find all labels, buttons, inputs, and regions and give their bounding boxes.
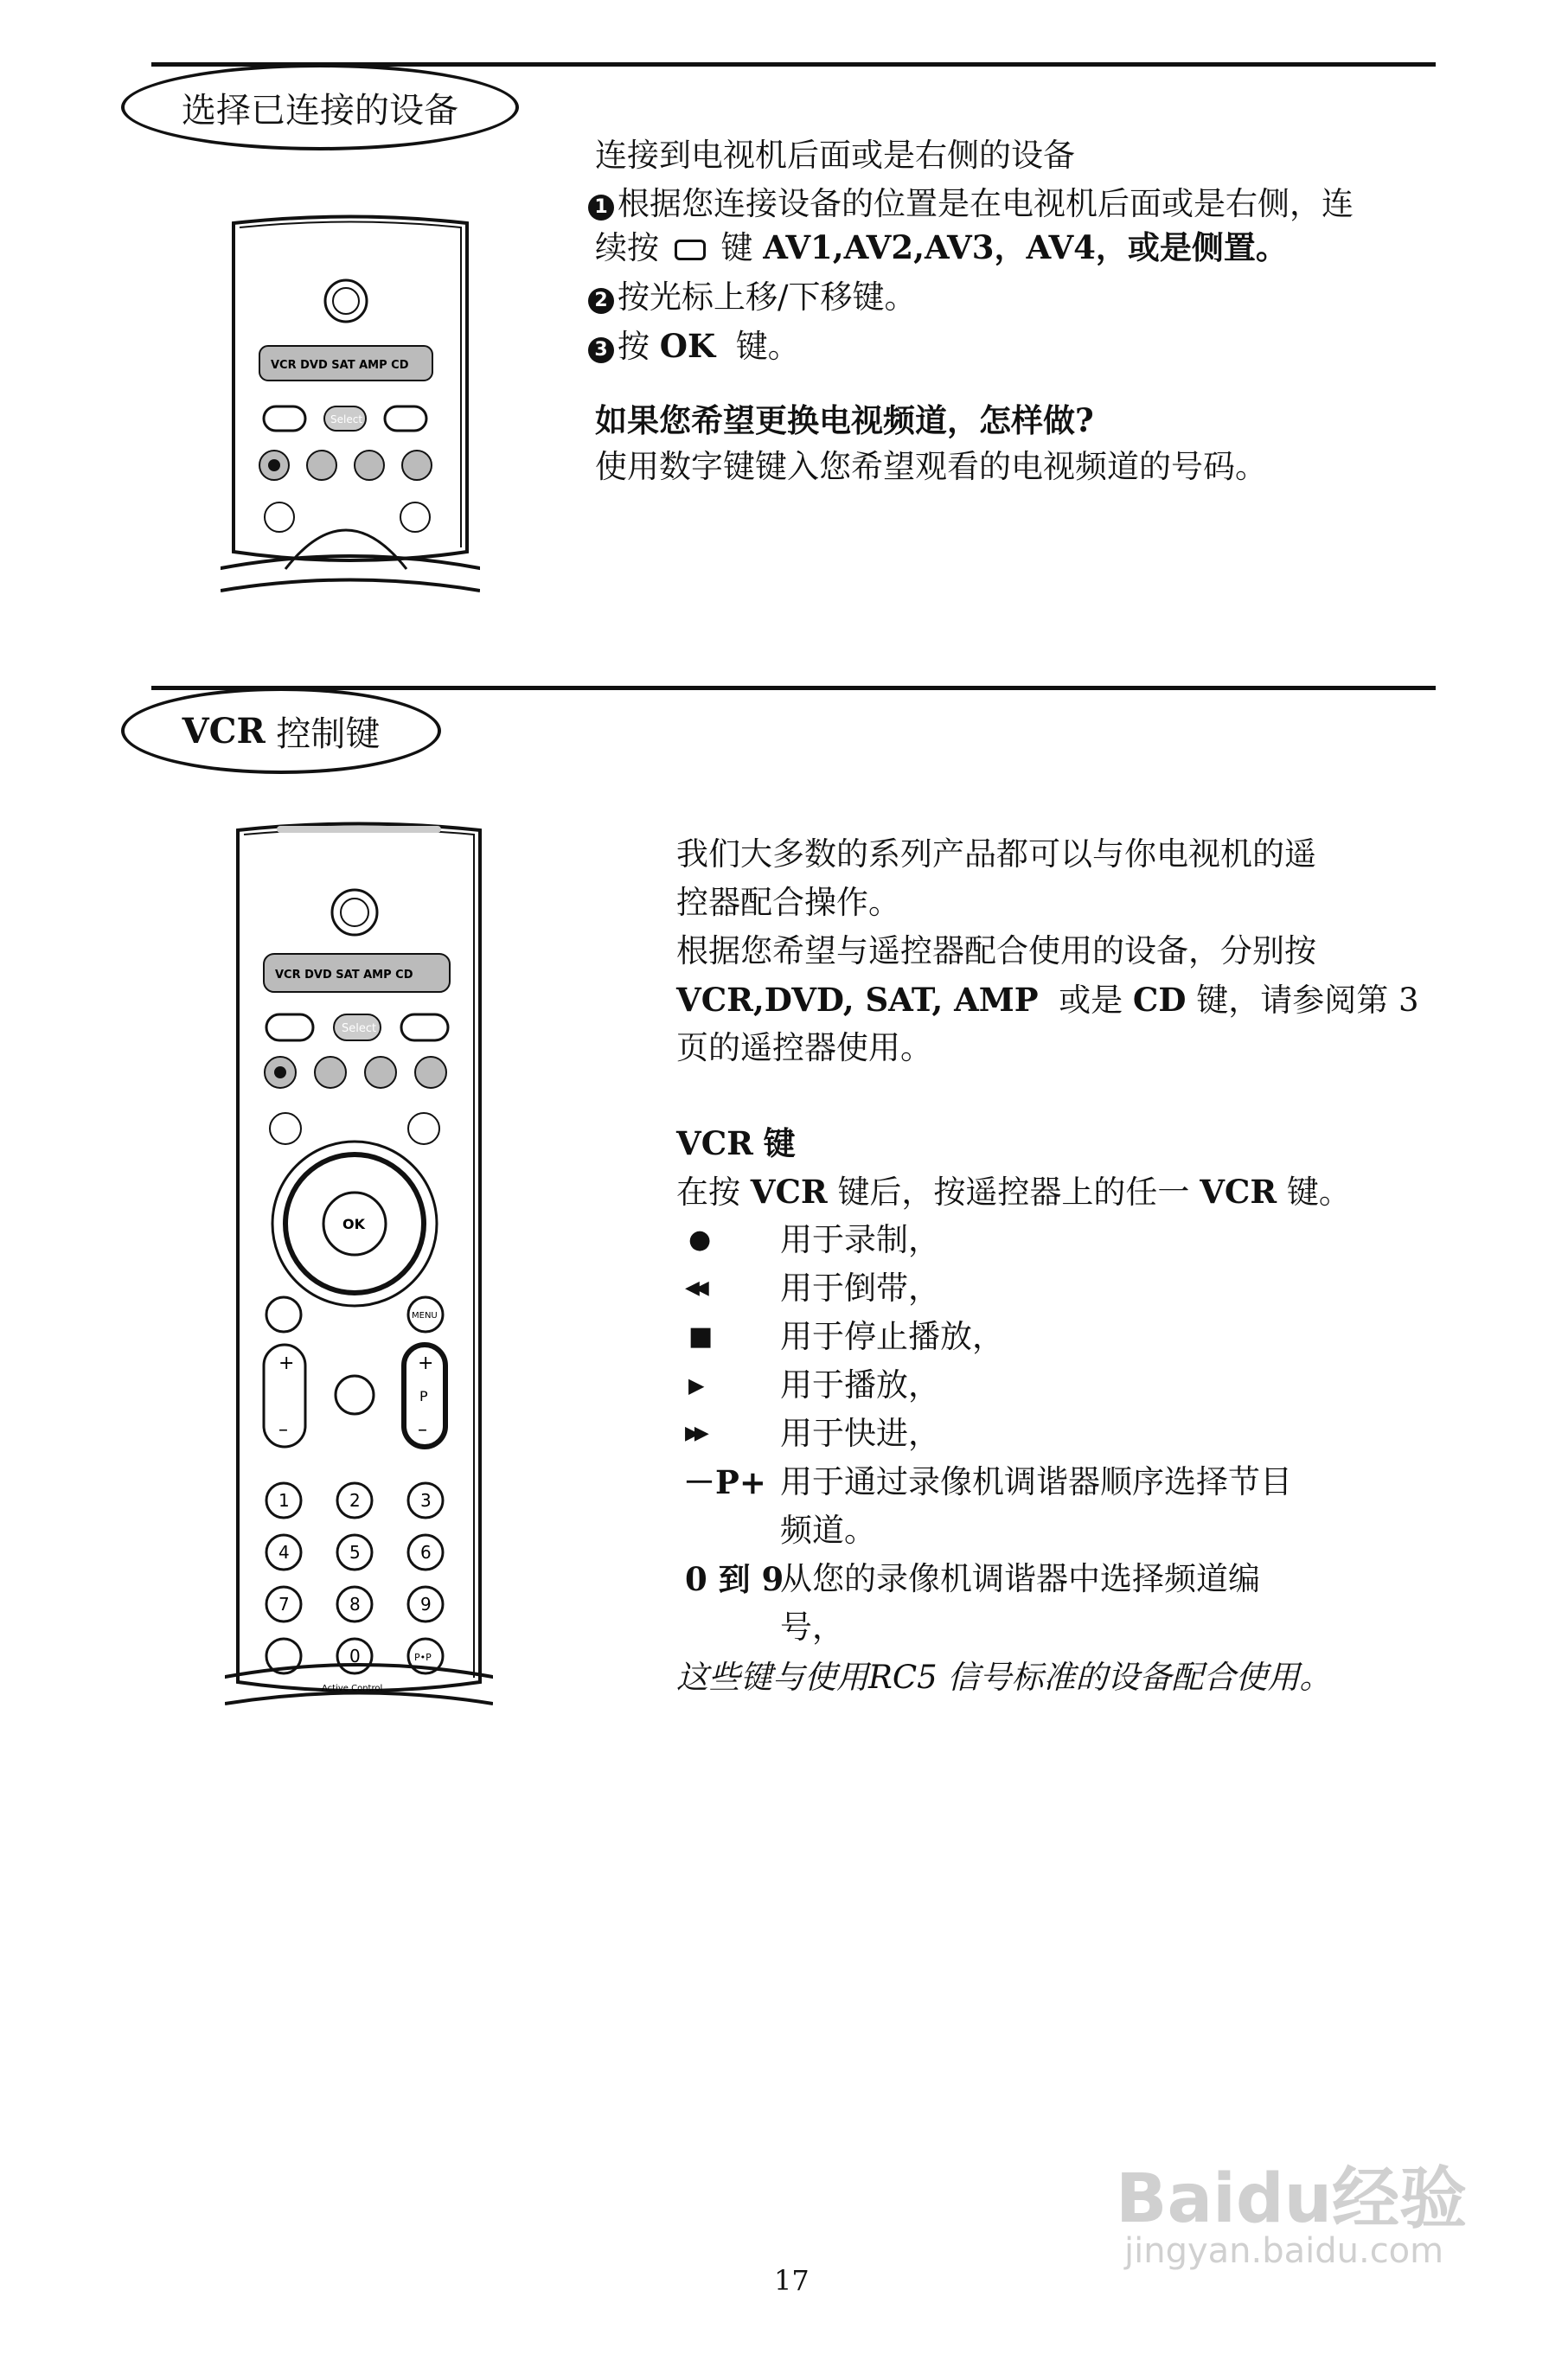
remote-digit-label: 0 bbox=[349, 1646, 361, 1666]
svg-text:Active Control: Active Control bbox=[322, 1684, 383, 1693]
list-item: 用于播放， bbox=[780, 1366, 940, 1404]
p-key-label: －P+ bbox=[683, 1463, 766, 1501]
step-1-line2: 续按 键 AV1,AV2,AV3，AV4，或是侧置。 bbox=[595, 228, 1288, 266]
digit-keys-label: 0 到 9 bbox=[685, 1560, 784, 1598]
question: 如果您希望更换电视频道，怎样做? bbox=[595, 401, 1094, 439]
p-key-text-1: 用于通过录像机调谐器顺序选择节目 bbox=[780, 1463, 1292, 1500]
step-2: 2 按光标上移/下移键。 bbox=[588, 273, 916, 322]
intro-line-1: 我们大多数的系列产品都可以与你电视机的遥 bbox=[676, 835, 1316, 873]
svg-text:OK: OK bbox=[342, 1216, 365, 1232]
remote-control-illustration bbox=[225, 817, 493, 1717]
list-item: 用于倒带， bbox=[780, 1270, 940, 1307]
section2-rule bbox=[151, 686, 1436, 690]
svg-text:–: – bbox=[278, 1419, 288, 1441]
remote-digit-label: 6 bbox=[420, 1542, 432, 1563]
section2-title: VCR 控制键 bbox=[121, 688, 441, 774]
remote-control-illustration-small bbox=[221, 206, 480, 612]
svg-text:VCR DVD SAT AMP CD: VCR DVD SAT AMP CD bbox=[275, 969, 413, 982]
remote-digit-label: 9 bbox=[420, 1594, 432, 1615]
vcr-press-instruction: 在按 VCR 键后，按遥控器上的任一 VCR 键。 bbox=[676, 1173, 1351, 1211]
remote-digit-label: 2 bbox=[349, 1490, 361, 1511]
answer: 使用数字键键入您希望观看的电视频道的号码。 bbox=[595, 448, 1267, 485]
svg-text:Select: Select bbox=[330, 413, 363, 425]
step-1-number: 1 bbox=[588, 195, 614, 221]
watermark-url: jingyan.baidu.com bbox=[1124, 2231, 1444, 2271]
remote-digit-label: 8 bbox=[349, 1594, 361, 1615]
section1-heading: 连接到电视机后面或是右侧的设备 bbox=[595, 137, 1075, 174]
fast-forward-icon: ▶▶ bbox=[685, 1423, 704, 1444]
list-item: 用于停止播放， bbox=[780, 1318, 1004, 1355]
step-2-number: 2 bbox=[588, 288, 614, 314]
digit-keys-text-1: 从您的录像机调谐器中选择频道编 bbox=[780, 1560, 1260, 1597]
intro-line-5: 页的遥控器使用。 bbox=[676, 1029, 932, 1066]
vcr-heading: VCR 键 bbox=[676, 1124, 796, 1162]
p-key-text-2: 频道。 bbox=[780, 1512, 876, 1549]
remote-source-keys: VCR DVD SAT AMP CD bbox=[271, 359, 409, 372]
stop-icon: ■ bbox=[688, 1321, 714, 1352]
svg-text:+: + bbox=[418, 1353, 434, 1374]
remote-digit-label: 4 bbox=[278, 1542, 290, 1563]
step-3-number: 3 bbox=[588, 337, 614, 363]
remote-pp-label: P•P bbox=[414, 1652, 432, 1663]
svg-text:Select: Select bbox=[342, 1022, 377, 1035]
remote-digit-label: 5 bbox=[349, 1542, 361, 1563]
svg-text:–: – bbox=[418, 1419, 427, 1441]
remote-digit-label: 1 bbox=[278, 1490, 290, 1511]
section1-title: 选择已连接的设备 bbox=[121, 64, 519, 150]
intro-line-4: VCR,DVD, SAT, AMP 或是 CD 键，请参阅第 3 bbox=[676, 981, 1419, 1019]
digit-keys-text-2: 号， bbox=[780, 1609, 844, 1646]
svg-text:+: + bbox=[278, 1353, 295, 1374]
intro-line-2: 控器配合操作。 bbox=[676, 884, 900, 921]
svg-text:P: P bbox=[419, 1388, 428, 1404]
svg-text:MENU: MENU bbox=[412, 1311, 438, 1321]
list-item: 用于快进， bbox=[780, 1415, 940, 1452]
intro-line-3: 根据您希望与遥控器配合使用的设备，分别按 bbox=[676, 932, 1316, 969]
watermark-logo: Baidu经验 bbox=[1116, 2160, 1468, 2238]
page-number: 17 bbox=[774, 2264, 810, 2297]
remote-digit-label: 3 bbox=[420, 1490, 432, 1511]
record-icon: ● bbox=[688, 1225, 712, 1255]
list-item: 用于录制， bbox=[780, 1221, 940, 1258]
rc5-note: 这些键与使用RC5 信号标准的设备配合使用。 bbox=[676, 1659, 1332, 1696]
av-source-icon bbox=[675, 240, 706, 260]
remote-digit-label: 7 bbox=[278, 1594, 290, 1615]
play-icon: ▶ bbox=[688, 1373, 705, 1398]
step-3: 3 按 OK 键。 bbox=[588, 322, 800, 371]
rewind-icon: ◀◀ bbox=[685, 1277, 704, 1299]
step-1: 1 根据您连接设备的位置是在电视机后面或是右侧，连 bbox=[588, 180, 1354, 228]
